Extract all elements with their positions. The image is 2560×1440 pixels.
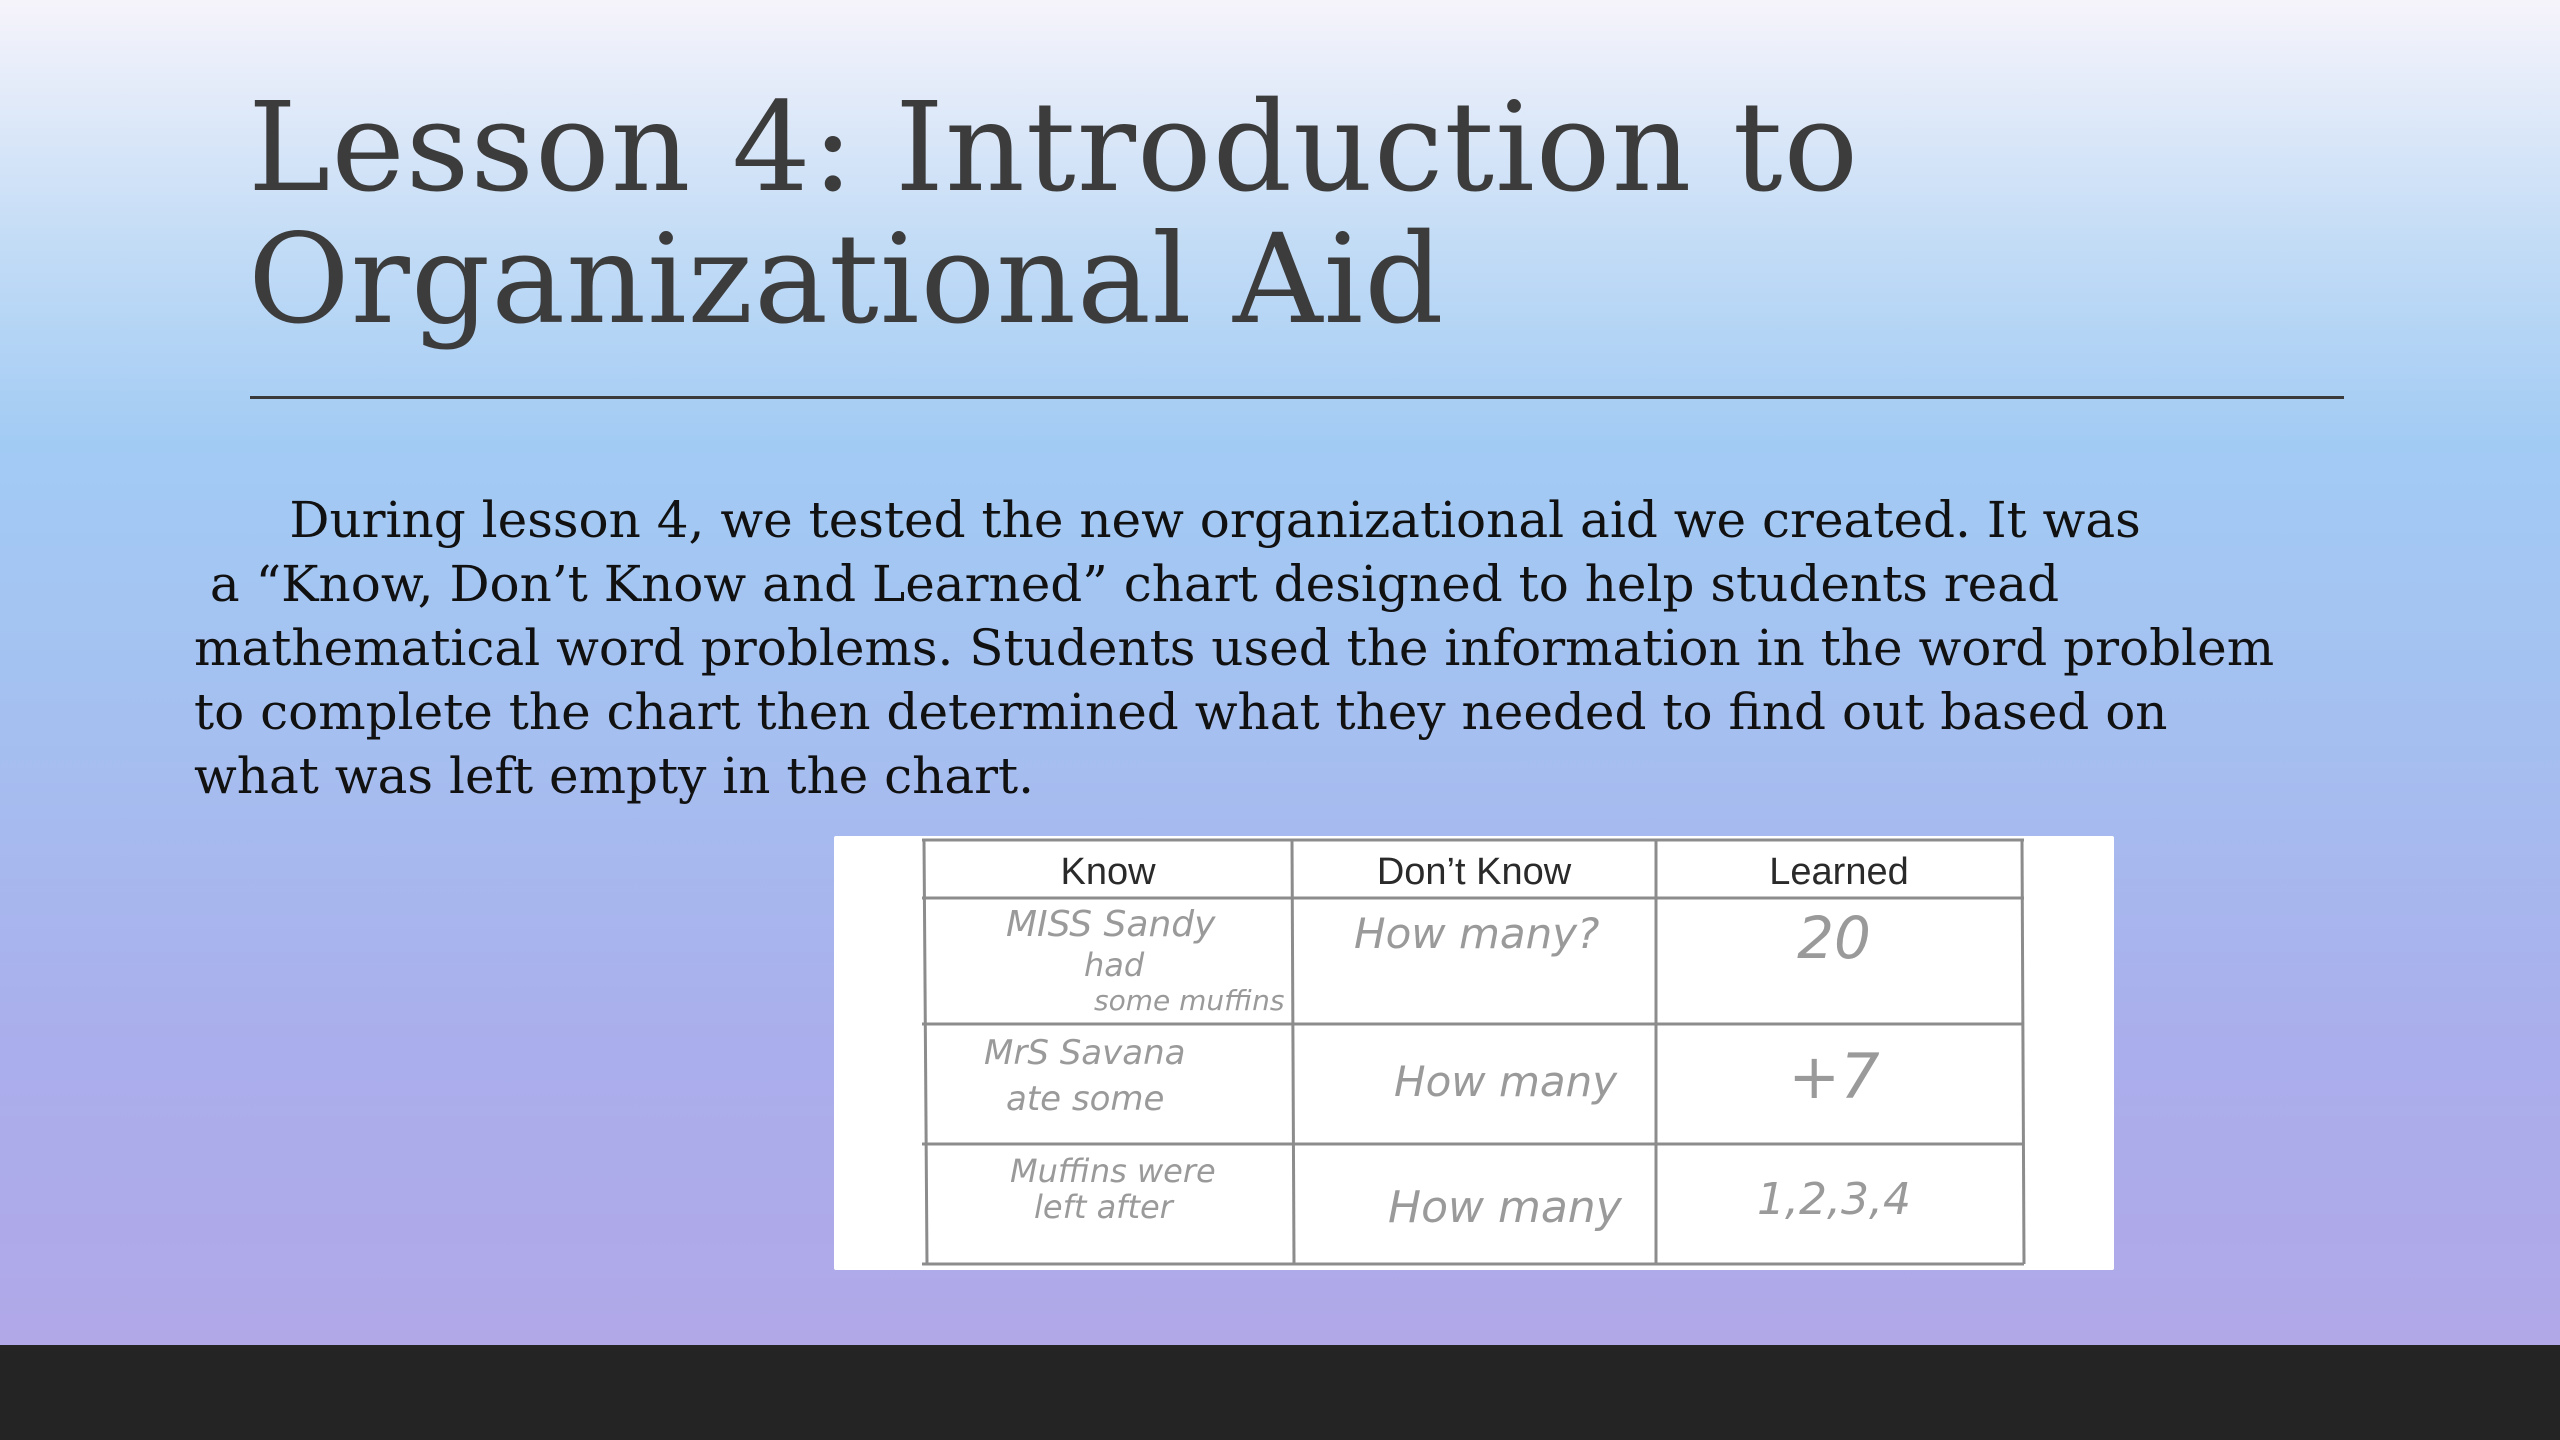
- row2-know-line2: ate some: [1006, 1079, 1165, 1119]
- row3-learned: 1,2,3,4: [1757, 1174, 1911, 1225]
- student-chart-photo: [834, 836, 2114, 1270]
- row3-know-line1: Muffins were: [1010, 1152, 1216, 1190]
- header-dont-know: Don’t Know: [1376, 851, 1572, 893]
- body-text-line: what was left empty in the chart.: [194, 747, 1035, 805]
- body-text-line: During lesson 4, we tested the new organizational aid we created. It was: [194, 491, 2141, 549]
- bottom-bar: [0, 1345, 2560, 1440]
- slide-title: [248, 76, 2348, 352]
- row1-know-line1: MISS Sandy: [1006, 904, 1216, 945]
- slide-title-line: Organizational Aid: [248, 208, 1445, 352]
- body-text-line: mathematical word problems. Students used the information in the word problem: [194, 619, 2275, 677]
- row2-know-line1: MrS Savana: [984, 1033, 1186, 1073]
- body-text-line: to complete the chart then determined what they needed to find out based on: [194, 683, 2168, 741]
- slide-title-line: Lesson 4: Introduction to: [248, 76, 1860, 220]
- row3-know-line2: left after: [1034, 1188, 1173, 1226]
- body-text-line: a “Know, Don’t Know and Learned” chart designed to help students read: [194, 555, 2060, 613]
- header-know: Know: [1060, 851, 1156, 893]
- row1-know-line3: some muffins: [1094, 984, 1285, 1017]
- row2-dont-know: How many: [1394, 1057, 1618, 1106]
- student-chart-table: [834, 836, 2114, 1270]
- row1-dont-know: How many?: [1354, 909, 1600, 958]
- header-learned: Learned: [1769, 851, 1909, 893]
- slide-body-text: [194, 488, 2414, 808]
- row1-learned: 20: [1797, 904, 1871, 972]
- row1-know-line2: had: [1084, 946, 1145, 984]
- row2-learned: +7: [1788, 1040, 1880, 1113]
- row3-dont-know: How many: [1388, 1182, 1622, 1233]
- title-divider: [250, 396, 2344, 399]
